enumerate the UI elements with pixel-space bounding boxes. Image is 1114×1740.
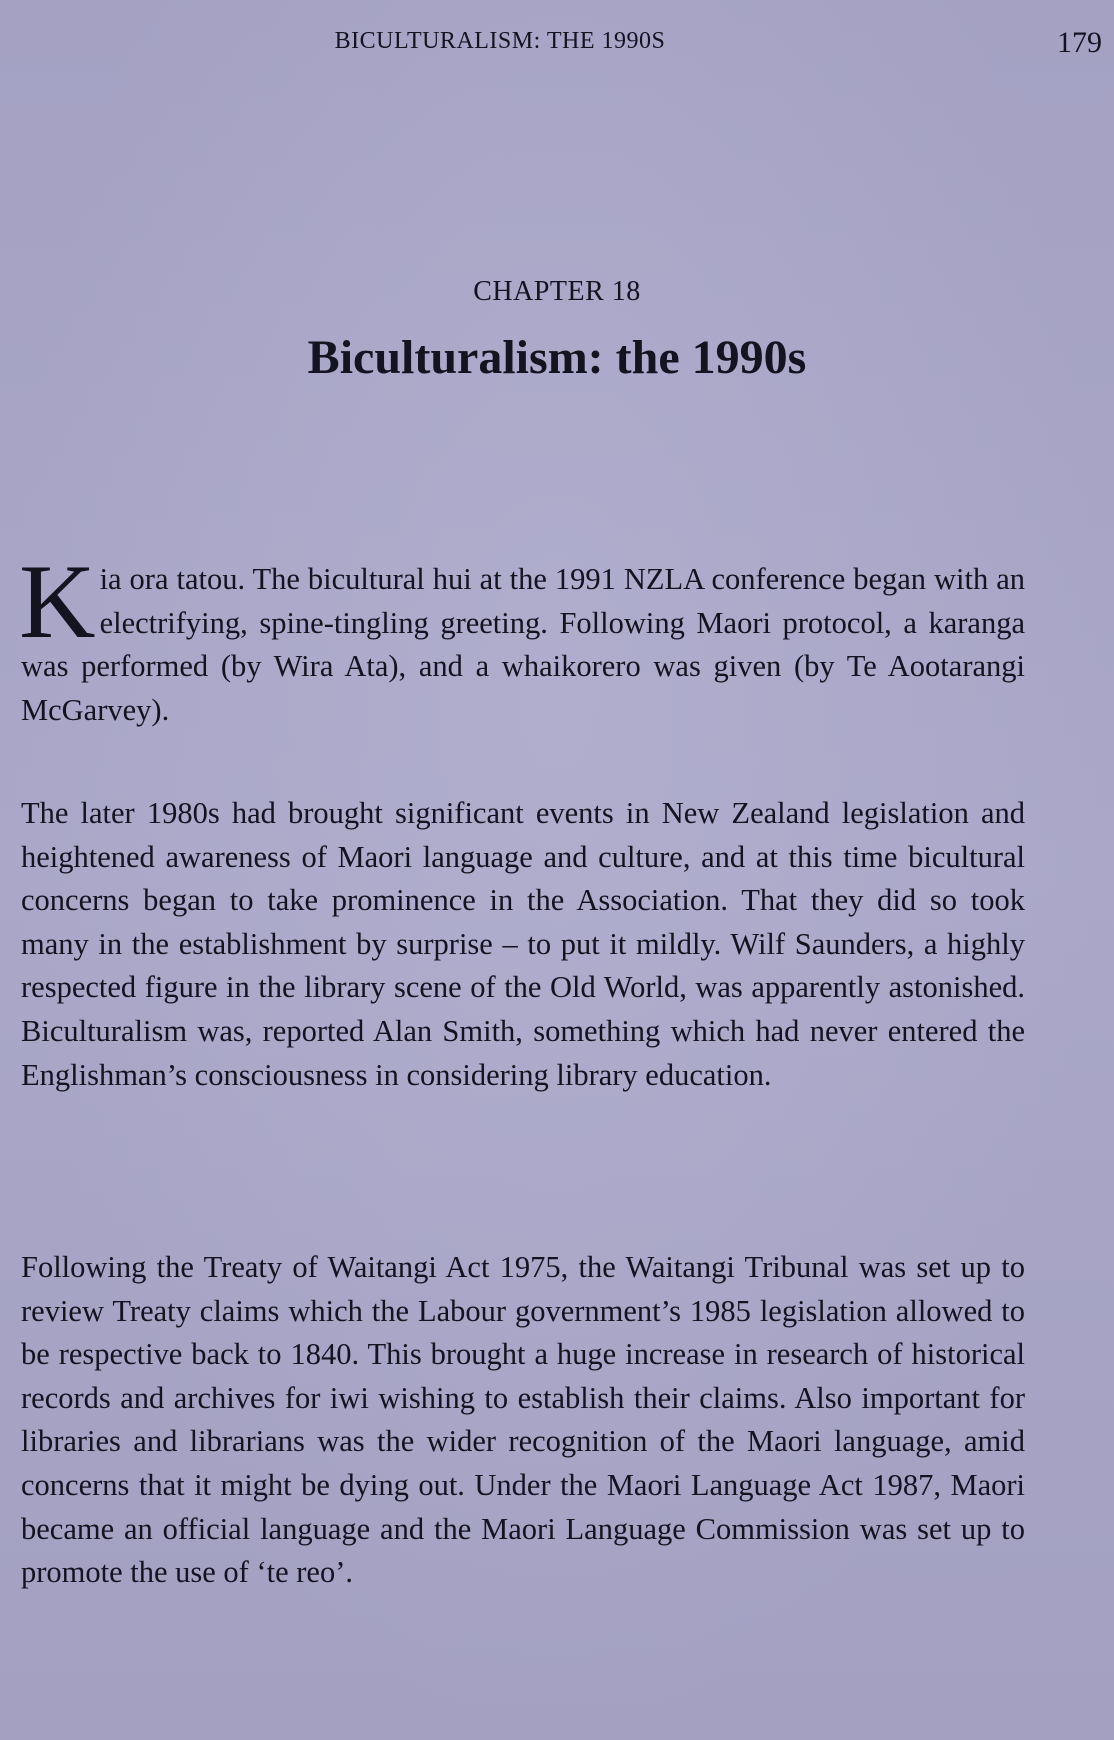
paragraph-1-text: ia ora tatou. The bicultural hui at the 1991 NZLA conference began with an electrifying, spine-tingling greeting. Following Maori protocol, a karanga was performed (by Wira Ata), and a whaikorero was given (by Te Aootarangi McGarvey). — [21, 562, 1025, 727]
running-head: BICULTURALISM: THE 1990S — [334, 28, 666, 54]
page-number: 179 — [1057, 26, 1102, 59]
paragraph-2: The later 1980s had brought significant events in New Zealand legislation and heightened awareness of Maori language and culture, and at this time bicultural concerns began to take prominence in the Association. That they did so took many in the establishment by surprise – to put it mildly. Wilf Saunders, a highly respected figure in the library scene of the Old World, was apparently astonished. Biculturalism was, reported Alan Smith, something which had never entered the Englishman’s consciousness in considering library education. — [21, 796, 1025, 1092]
paragraph-3: Following the Treaty of Waitangi Act 1975, the Waitangi Tribunal was set up to review Treaty claims which the Labour government’s 1985 legislation allowed to be respective back to 1840. This brought a huge increase in research of historical records and archives for iwi wishing to establish their claims. Also important for libraries and librarians was the wider recognition of the Maori language, amid concerns that it might be dying out. Under the Maori Language Act 1987, Maori became an official language and the Maori Language Commission was set up to promote the use of ‘te reo’. — [21, 1250, 1025, 1590]
drop-cap: K — [19, 543, 96, 660]
chapter-label: CHAPTER 18 — [473, 276, 641, 307]
paragraph-1 — [19, 543, 1025, 732]
chapter-title: Biculturalism: the 1990s — [307, 331, 807, 384]
